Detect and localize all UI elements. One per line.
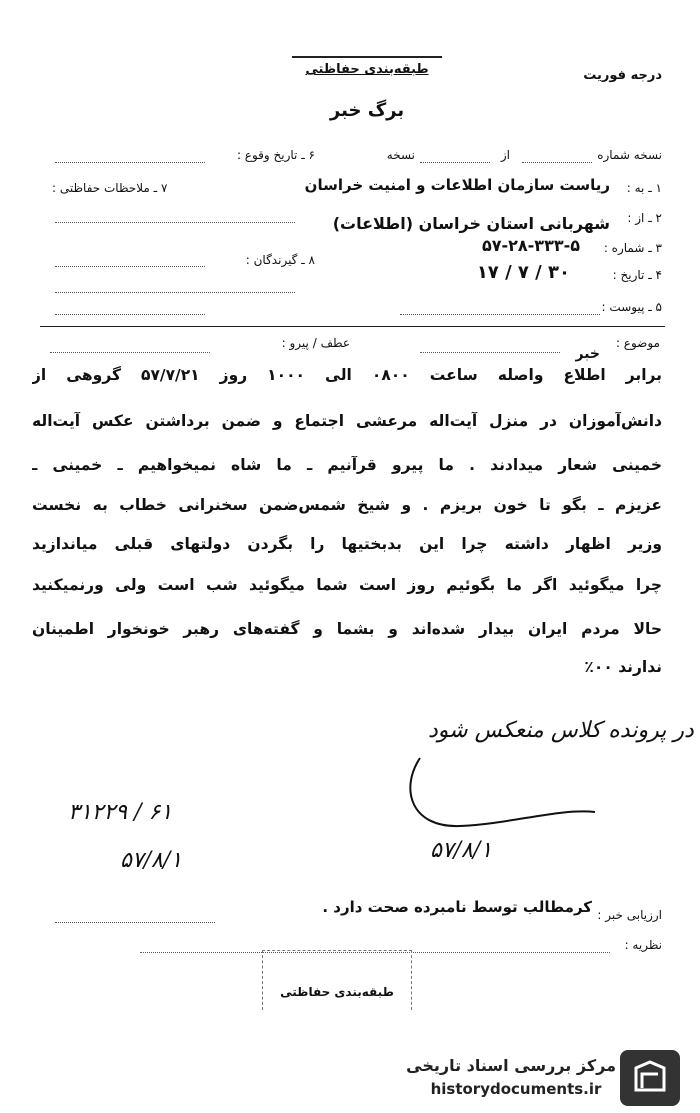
from-label: ۲ ـ از : xyxy=(627,211,662,225)
classification-label: طبقه‌بندی حفاظتی xyxy=(305,62,429,77)
footer-stamp-frame xyxy=(262,950,412,1010)
number-value: ۵۷-۲۸-۳۳۳-۵ xyxy=(481,236,580,255)
of-dots xyxy=(420,162,490,163)
attachment-dots xyxy=(400,314,600,315)
archive-logo-icon xyxy=(620,1050,680,1106)
of-label: از xyxy=(500,148,510,162)
reference-label: عطف / پیرو : xyxy=(281,336,350,350)
handwritten-note: در پرونده کلاس منعکس شود xyxy=(428,718,694,743)
handwritten-note-date: ۵۷/۸/۱ xyxy=(430,838,493,863)
subject-label: موضوع : xyxy=(615,336,660,350)
to-value: ریاست سازمان اطلاعات و امنیت خراسان xyxy=(304,176,610,194)
date-label: ۴ ـ تاریخ : xyxy=(612,268,662,282)
body-line-2: دانش‌آموزان در منزل آیت‌اله مرعشی اجتماع و ضمن برداشتن عکس آیت‌اله xyxy=(32,412,662,430)
from-dots xyxy=(55,222,295,223)
handwritten-swoosh xyxy=(400,748,600,838)
priority-label: درجه فوریت xyxy=(583,68,662,83)
body-line-7: حالا مردم ایران بیدار شده‌اند و بشما و گفته‌های رهبر خونخوار اطمینان xyxy=(32,620,662,638)
from-value: شهربانی استان خراسان (اطلاعات) xyxy=(332,214,610,233)
watermark-url[interactable]: historydocuments.ir xyxy=(430,1080,602,1098)
watermark-title: مرکز بررسی اسناد تاریخی xyxy=(406,1056,616,1075)
attachment-label: ۵ ـ پیوست : xyxy=(601,300,662,314)
recipients-dots-2 xyxy=(55,292,295,293)
page-title: برگ خبر xyxy=(329,100,405,121)
subject-dots xyxy=(420,352,560,353)
evaluation-label: ارزیابی خبر : xyxy=(597,908,662,922)
footer-classification-label: طبقه‌بندی حفاظتی xyxy=(280,985,394,999)
copy-number-label: نسخه شماره xyxy=(597,148,662,162)
recipients-dots xyxy=(55,266,205,267)
body-line-4: عزیزم ـ بگو تا خون بریزم . و شیخ شمس‌ضمن سخنرانی خطاب به نخست xyxy=(32,496,662,514)
event-date-dots xyxy=(55,162,205,163)
body-line-6: چرا میگوئید اگر ما بگوئیم روز است شما میگوئید شب است ولی ورنمیکنید xyxy=(32,576,662,594)
security-notes-label: ۷ ـ ملاحظات حفاظتی : xyxy=(52,181,168,195)
attachment-dots-2 xyxy=(55,314,205,315)
subject-value: خبر xyxy=(575,346,600,362)
copy-label: نسخه xyxy=(386,148,415,162)
reference-dots xyxy=(50,352,210,353)
divider xyxy=(40,326,665,327)
handwritten-file-number: ۶۱ / ۳۱۲۲۹ xyxy=(68,800,173,825)
body-line-5: وزیر اظهار داشته چرا این بدبختیها را بگردن دولتهای قبلی میاندازید xyxy=(32,535,662,553)
evaluation-dots xyxy=(55,922,215,923)
opinion-label: نظریه : xyxy=(624,938,662,952)
date-value: ۳۰ / ۷ / ۱۷ xyxy=(476,262,570,283)
event-date-label: ۶ ـ تاریخ وقوع : xyxy=(236,148,315,162)
to-label: ۱ ـ به : xyxy=(626,181,662,195)
evaluation-value: کرمطالب توسط نامبرده صحت دارد . xyxy=(322,898,592,916)
recipients-label: ۸ ـ گیرندگان : xyxy=(245,253,315,267)
body-line-1: برابر اطلاع واصله ساعت ۰۸۰۰ الی ۱۰۰۰ روز ۵۷/۷/۲۱ گروهی از xyxy=(32,366,662,384)
body-line-3: خمینی شعار میدادند . ما پیرو قرآنیم ـ ما شاه نمیخواهیم ـ خمینی ـ xyxy=(32,456,662,474)
body-line-8: ندارند ۰۰٪ xyxy=(584,658,662,676)
copy-number-dots xyxy=(522,162,592,163)
handwritten-file-date: ۵۷/۸/۱ xyxy=(120,848,183,873)
number-label: ۳ ـ شماره : xyxy=(603,241,662,255)
